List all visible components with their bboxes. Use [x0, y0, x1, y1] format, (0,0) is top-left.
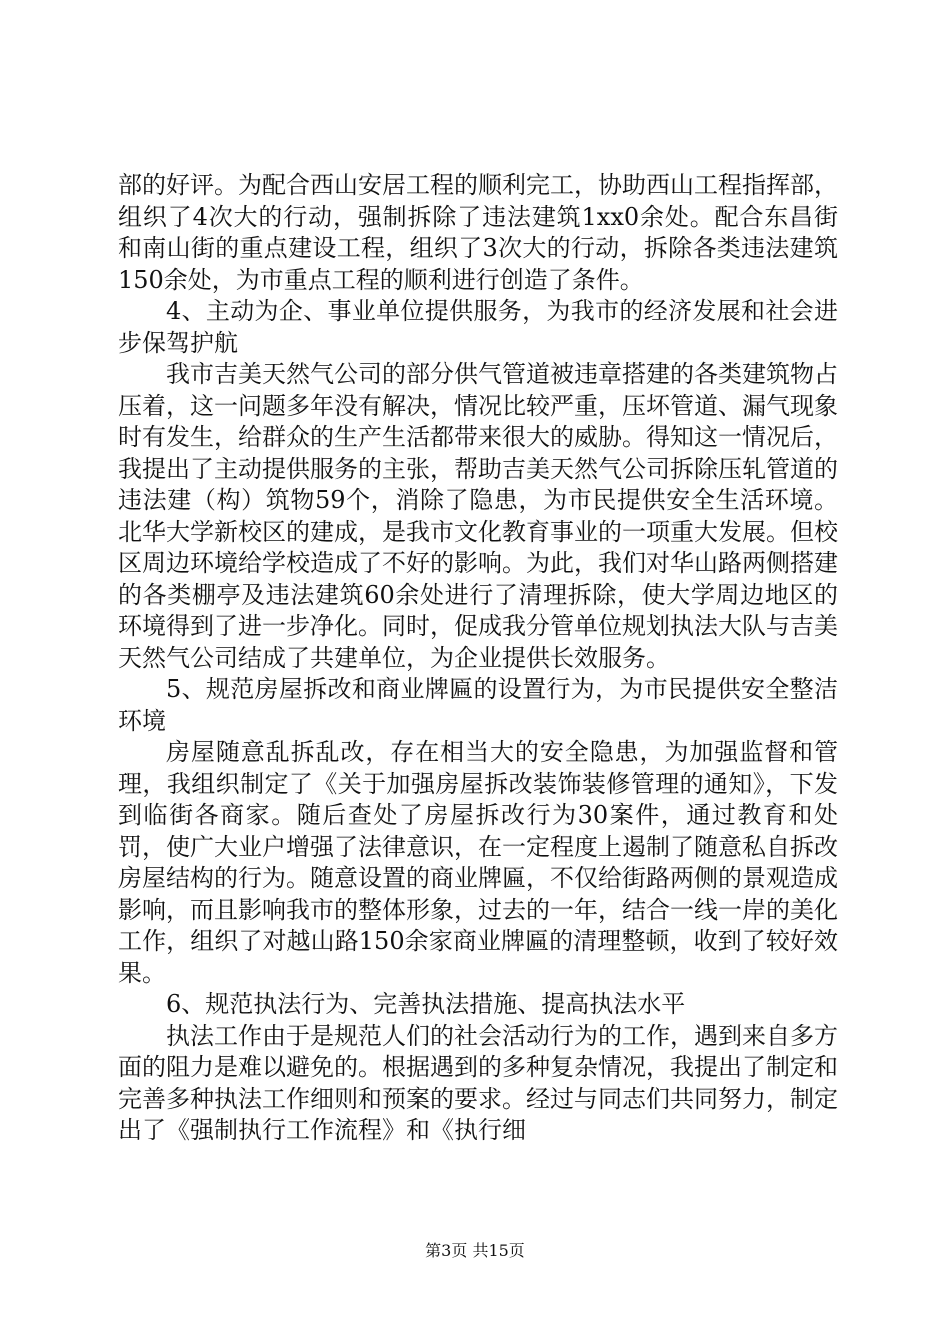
page-number-footer: 第3页 共15页 — [425, 1241, 525, 1260]
document-body — [118, 170, 838, 1147]
section-heading-4: 4、主动为企、事业单位提供服务，为我市的经济发展和社会进步保驾护航 — [118, 297, 838, 357]
paragraph-section-6: 执法工作由于是规范人们的社会活动行为的工作，遇到来自多方面的阻力是难以避免的。根据遇到的多种复杂情况，我提出了制定和完善多种执法工作细则和预案的要求。经过与同志们共同努力，制定出了《强制执行工作流程》和《执行细 — [118, 1021, 838, 1144]
section-heading-5: 5、规范房屋拆改和商业牌匾的设置行为，为市民提供安全整洁环境 — [118, 675, 838, 735]
paragraph-section-4: 我市吉美天然气公司的部分供气管道被违章搭建的各类建筑物占压着，这一问题多年没有解决，情况比较严重，压坏管道、漏气现象时有发生，给群众的生产生活都带来很大的威胁。得知这一情况后，我提出了主动提供服务的主张，帮助吉美天然气公司拆除压轧管道的违法建（构）筑物59个，消除了隐患，为市民提供安全生活环境。北华大学新校区的建成，是我市文化教育事业的一项重大发展。但校区周边环境给学校造成了不好的影响。为此，我们对华山路两侧搭建的各类棚亭及违法建筑60余处进行了清理拆除，使大学周边地区的环境得到了进一步净化。同时，促成我分管单位规划执法大队与吉美天然气公司结成了共建单位，为企业提供长效服务。 — [118, 360, 838, 672]
paragraph-continuation: 部的好评。为配合西山安居工程的顺利完工，协助西山工程指挥部，组织了4次大的行动，强制拆除了违法建筑1xx0余处。配合东昌街和南山街的重点建设工程，组织了3次大的行动，拆除各类违法建筑150余处，为市重点工程的顺利进行创造了条件。 — [118, 171, 838, 294]
section-heading-6: 6、规范执法行为、完善执法措施、提高执法水平 — [166, 990, 686, 1018]
paragraph-section-5: 房屋随意乱拆乱改，存在相当大的安全隐患，为加强监督和管理，我组织制定了《关于加强房屋拆改装饰装修管理的通知》，下发到临街各商家。随后查处了房屋拆改行为30案件，通过教育和处罚，使广大业户增强了法律意识，在一定程度上遏制了随意私自拆改房屋结构的行为。随意设置的商业牌匾，不仅给街路两侧的景观造成影响，而且影响我市的整体形象，过去的一年，结合一线一岸的美化工作，组织了对越山路150余家商业牌匾的清理整顿，收到了较好效果。 — [118, 738, 838, 987]
